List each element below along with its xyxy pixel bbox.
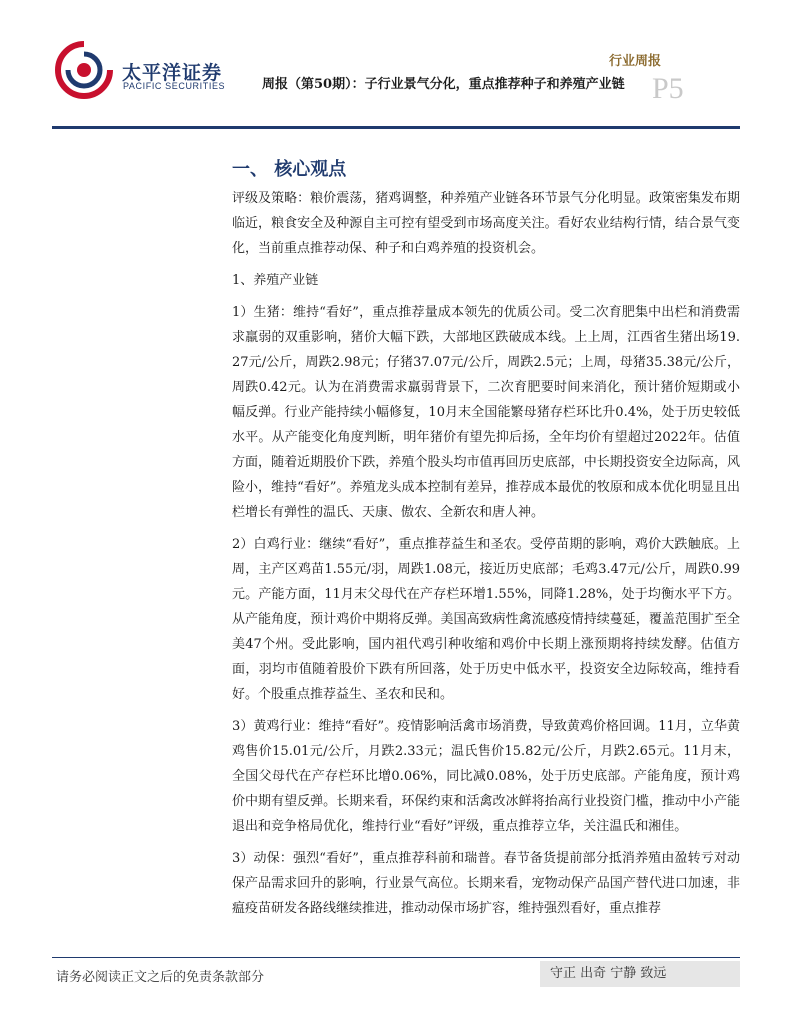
page-number: P5: [652, 72, 684, 105]
paragraph-white-chicken: 2）白鸡行业：继续“看好”，重点推荐益生和圣农。受停苗期的影响，鸡价大跌触底。上周，主产区鸡苗1.55元/羽，周跌1.08元，接近历史底部；毛鸡3.47元/公斤，周跌0.99元。产能方面，11月末父母代在产存栏环增1.55%，同降1.28%，处于均衡水平下方。从产能角度，预计鸡价中期将反弹。美国高致病性禽流感疫情持续蔓延，覆盖范围扩至全美47个州。受此影响，国内祖代鸡引种收缩和鸡价中长期上涨预期将持续发酵。估值方面，羽均市值随着股价下跌有所回落，处于历史中低水平，投资安全边际较高，维持看好。个股重点推荐益生、圣农和民和。: [232, 537, 740, 702]
report-title: 周报（第50期）：子行业景气分化，重点推荐种子和养殖产业链: [262, 77, 625, 92]
brand-name-en: PACIFIC SECURITIES: [123, 81, 226, 91]
paragraph-animal-health: 3）动保：强烈“看好”，重点推荐科前和瑞普。春节备货提前部分抵消养殖由盈转亏对动保产品需求回升的影响，行业景气高位。长期来看，宠物动保产品国产替代进口加速，非瘟疫苗研发各路线继续推进，推动动保市场扩容，维持强烈看好，重点推荐: [232, 851, 740, 916]
paragraph-strategy: 评级及策略：粮价震荡，猪鸡调整，种养殖产业链各环节景气分化明显。政策密集发布期临近，粮食安全及种源自主可控有望受到市场高度关注。看好农业结构行情，结合景气变化，当前重点推荐动保、种子和白鸡养殖的投资机会。: [232, 191, 740, 256]
header-divider: [52, 126, 740, 129]
paragraph-subheading: 1、养殖产业链: [232, 273, 319, 288]
paragraph-hogs: 1）生猪：维持“看好”，重点推荐量成本领先的优质公司。受二次育肥集中出栏和消费需求羸弱的双重影响，猪价大幅下跌，大部地区跌破成本线。上上周，江西省生猪出场19.27元/公斤，周跌2.98元；仔猪37.07元/公斤，周跌2.5元；上周，母猪35.38元/公斤，周跌0.42元。认为在消费需求羸弱背景下，二次育肥要时间来消化，预计猪价短期或小幅反弹。行业产能持续小幅修复，10月末全国能繁母猪存栏环比升0.4%，处于历史较低水平。从产能变化角度判断，明年猪价有望先抑后扬，全年均价有望超过2022年。估值方面，随着近期股价下跌，养殖个股头均市值再回历史底部，中长期投资安全边际高，风险小，维持“看好”。养殖龙头成本控制有差异，推荐成本最优的牧原和成本优化明显且出栏增长有弹性的温氏、天康、傲农、全新农和唐人神。: [232, 305, 740, 520]
report-body: [232, 186, 740, 928]
report-type: 行业周报: [608, 54, 661, 69]
section-title: 一、 核心观点: [232, 159, 347, 180]
footer-disclaimer: 请务必阅读正文之后的免责条款部分: [56, 970, 265, 985]
brand-name-cn: 太平洋证券: [122, 62, 223, 84]
footer-motto: 守正 出奇 宁静 致远: [540, 961, 740, 987]
pacific-securities-logo-icon: [52, 38, 116, 102]
paragraph-yellow-chicken: 3）黄鸡行业：维持“看好”。疫情影响活禽市场消费，导致黄鸡价格回调。11月，立华黄鸡售价15.01元/公斤，月跌2.33元；温氏售价15.82元/公斤，月跌2.65元。11月末，全国父母代在产存栏环比增0.06%，同比减0.08%，处于历史底部。产能角度，预计鸡价中期有望反弹。长期来看，环保约束和活禽改冰鲜将抬高行业投资门槛，推动中小产能退出和竞争格局优化，维持行业“看好”评级，重点推荐立华，关注温氏和湘佳。: [232, 719, 740, 834]
footer-divider: [52, 957, 740, 958]
